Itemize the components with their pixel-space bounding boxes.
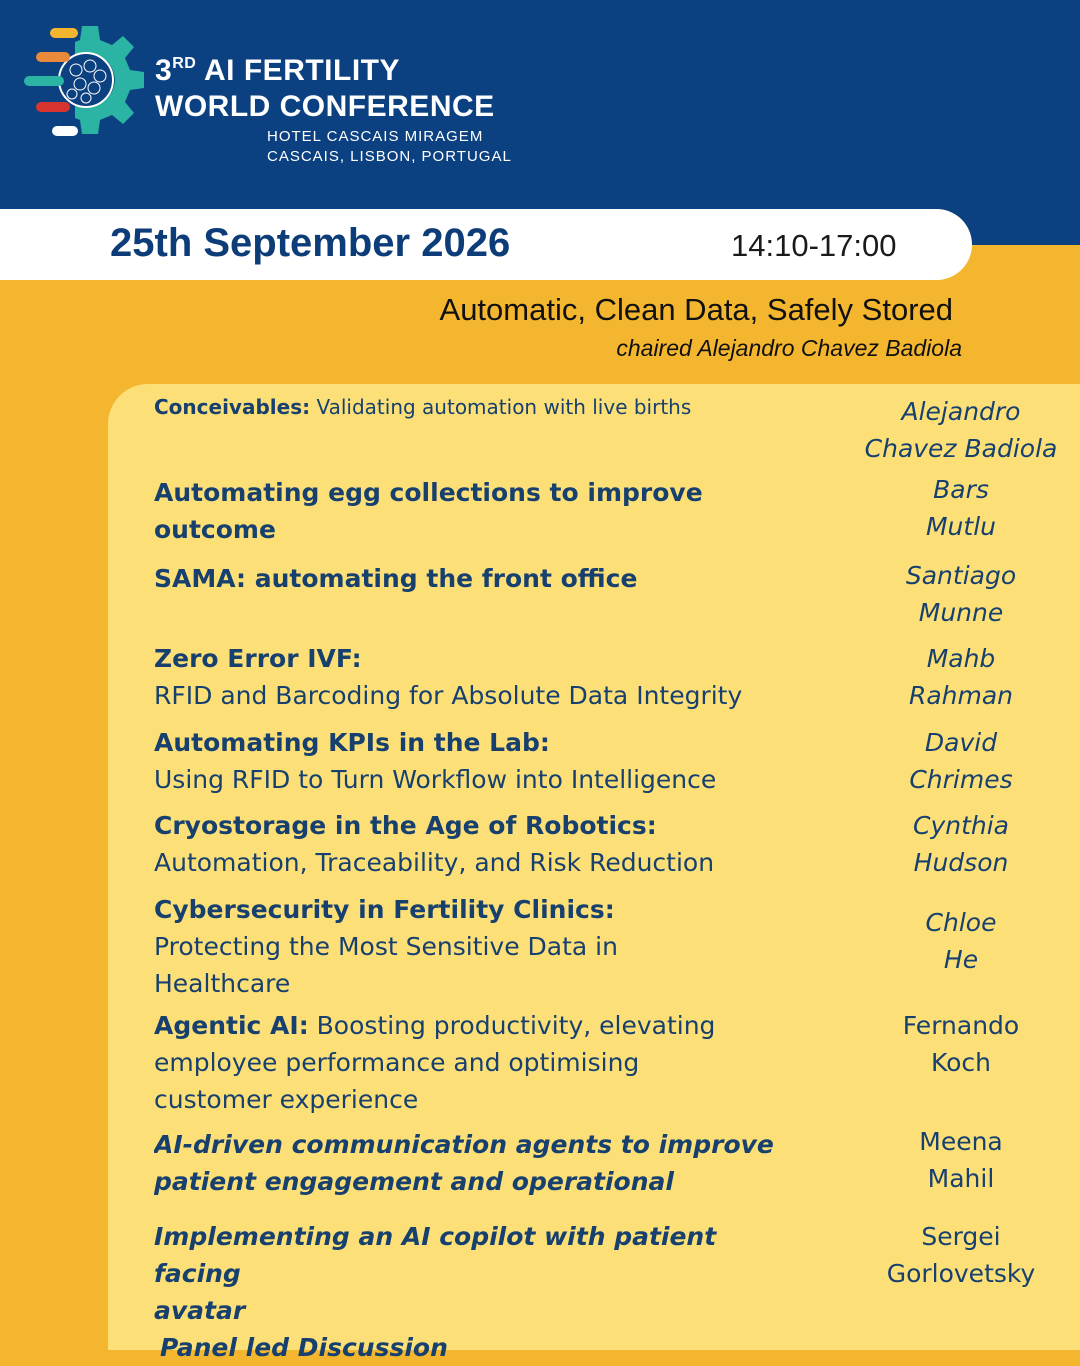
talk-item: Automating egg collections to improve outcome bbox=[154, 478, 703, 544]
talk-item: Cryostorage in the Age of Robotics: Automation, Traceability, and Risk Reduction bbox=[154, 811, 715, 877]
speaker-name: Chloe He bbox=[925, 908, 997, 974]
speaker-name: Fernando Koch bbox=[902, 1011, 1020, 1077]
talk-item: Cybersecurity in Fertility Clinics: Protecting the Most Sensitive Data in Healthcare bbox=[154, 895, 618, 998]
session-time: 14:10-17:00 bbox=[731, 228, 897, 263]
speaker-name: Mahb Rahman bbox=[908, 644, 1014, 710]
venue bbox=[267, 127, 512, 167]
speaker-name: David Chrimes bbox=[909, 728, 1013, 794]
talk-item: Zero Error IVF: RFID and Barcoding for Absolute Data Integrity bbox=[154, 644, 743, 710]
venue-line2: CASCAIS, LISBON, PORTUGAL bbox=[267, 148, 512, 165]
speaker-name: Alejandro Chavez Badiola bbox=[864, 397, 1058, 463]
conference-title-line1: 3RD AI FERTILITY bbox=[155, 54, 401, 87]
conference-title-line2: WORLD CONFERENCE bbox=[155, 90, 495, 123]
speaker-name: Bars Mutlu bbox=[925, 475, 996, 541]
talk-item: SAMA: automating the front office bbox=[154, 564, 638, 593]
speaker-name: Sergei Gorlovetsky bbox=[886, 1222, 1036, 1288]
talk-item: Implementing an AI copilot with patient facing avatar Panel led Discussion bbox=[154, 1222, 717, 1362]
speaker-name: Meena Mahil bbox=[919, 1127, 1003, 1193]
speaker-name: Santiago Munne bbox=[905, 561, 1017, 627]
talk-item: Conceivables: Validating automation with live births bbox=[154, 395, 692, 419]
talk-item: Automating KPIs in the Lab: Using RFID to Turn Workflow into Intelligence bbox=[154, 728, 717, 794]
speaker-name: Cynthia Hudson bbox=[912, 811, 1009, 877]
talk-item: Agentic AI: Boosting productivity, elevating employee performance and optimising customer experience bbox=[154, 1011, 716, 1114]
talk-item: AI-driven communication agents to improve patient engagement and operational bbox=[154, 1130, 774, 1196]
session-date: 25th September 2026 bbox=[110, 221, 511, 265]
venue-line1: HOTEL CASCAIS MIRAGEM bbox=[267, 128, 484, 145]
conference-title bbox=[155, 46, 495, 125]
session-chair: chaired Alejandro Chavez Badiola bbox=[616, 335, 962, 361]
session-title: Automatic, Clean Data, Safely Stored bbox=[439, 292, 953, 327]
conference-logo bbox=[20, 18, 150, 148]
